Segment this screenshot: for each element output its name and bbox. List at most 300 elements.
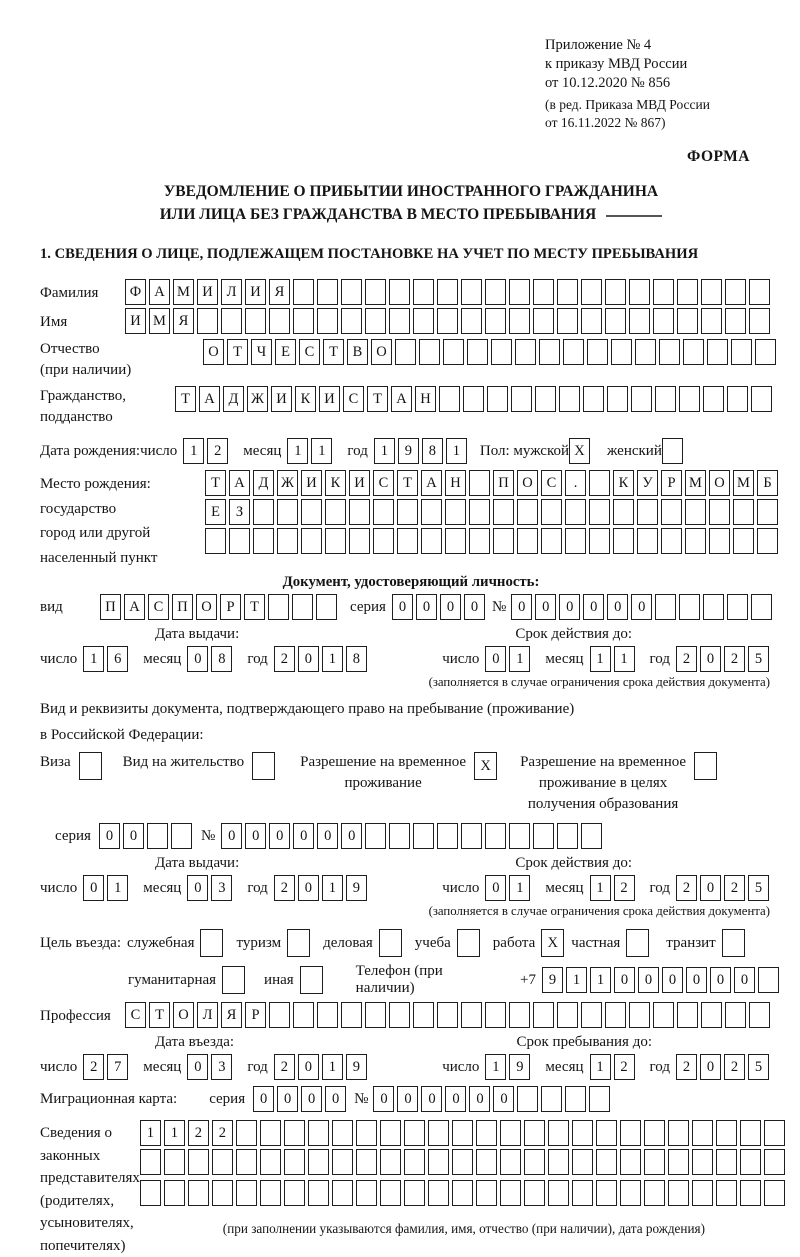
form-cell: С [541, 470, 562, 496]
form-cell: Т [227, 339, 248, 365]
form-cell: 1 [614, 646, 635, 672]
form-cell [147, 823, 168, 849]
identity-kind-cells [100, 594, 340, 620]
name-cells [125, 308, 773, 334]
form-cell: 0 [559, 594, 580, 620]
form-cell: 0 [638, 967, 659, 993]
form-cell [758, 967, 779, 993]
form-cell [644, 1120, 665, 1146]
form-cell: 1 [590, 967, 611, 993]
purpose-tourism-label: туризм [236, 934, 282, 951]
form-cell: 0 [734, 967, 755, 993]
form-cell [389, 308, 410, 334]
form-cell [677, 279, 698, 305]
form-cell [605, 308, 626, 334]
form-cell [725, 308, 746, 334]
form-cell [380, 1180, 401, 1206]
surname-row [40, 279, 782, 305]
form-cell: Я [173, 308, 194, 334]
form-cell: Т [323, 339, 344, 365]
form-cell: 0 [485, 875, 506, 901]
form-cell [397, 499, 418, 525]
form-cell [365, 823, 386, 849]
form-cell: П [172, 594, 193, 620]
form-cell [694, 752, 717, 780]
form-cell: 0 [445, 1086, 466, 1112]
form-cell: 0 [700, 875, 721, 901]
form-cell [253, 528, 274, 554]
form-cell: 8 [422, 438, 443, 464]
form-cell [509, 279, 530, 305]
form-cell [572, 1120, 593, 1146]
expiry-date-label: Срок действия до: [515, 855, 632, 871]
year-label: год [247, 879, 268, 896]
annex-line: к приказу МВД России [545, 56, 688, 72]
form-cell [452, 1149, 473, 1175]
form-cell [565, 1086, 586, 1112]
form-cell [389, 823, 410, 849]
purpose-business-checkbox [379, 929, 405, 957]
form-cell [692, 1149, 713, 1175]
number-label: № [491, 598, 507, 615]
form-cell: 0 [245, 823, 266, 849]
form-cell: 0 [469, 1086, 490, 1112]
annex-line: от 10.12.2020 № 856 [545, 75, 671, 91]
form-cell: 0 [493, 1086, 514, 1112]
form-cell: 0 [485, 646, 506, 672]
form-cell [637, 499, 658, 525]
birth-place-cells-row2 [205, 499, 781, 525]
form-cell: Н [415, 386, 436, 412]
form-cell [373, 499, 394, 525]
form-cell: Р [220, 594, 241, 620]
form-cell [164, 1149, 185, 1175]
form-cell [668, 1120, 689, 1146]
form-cell [341, 279, 362, 305]
residence-expiry-month [590, 875, 638, 901]
form-cell: Н [445, 470, 466, 496]
migration-series-cells [253, 1086, 349, 1112]
form-cell: 1 [374, 438, 395, 464]
form-cell [653, 308, 674, 334]
form-cell [445, 528, 466, 554]
form-cell [476, 1120, 497, 1146]
representatives-note: (при заполнении указываются фамилия, имя, отчество (при наличии), дата рождения) [222, 1221, 705, 1236]
residence-date-headers [40, 855, 782, 872]
identity-kind-label: вид [40, 598, 63, 615]
profession-label: Профессия [40, 1008, 111, 1024]
form-cell: Л [221, 279, 242, 305]
form-cell [596, 1180, 617, 1206]
representatives-cells-row2 [140, 1149, 788, 1175]
citizenship-row [40, 384, 782, 428]
identity-number-cells [511, 594, 775, 620]
form-cell: 0 [392, 594, 413, 620]
form-cell: 0 [187, 875, 208, 901]
form-cell [709, 528, 730, 554]
stay-day [485, 1054, 533, 1080]
form-cell [469, 499, 490, 525]
form-cell [236, 1180, 257, 1206]
birth-place-cells-row3 [205, 528, 781, 554]
form-cell: 1 [107, 875, 128, 901]
form-cell [476, 1180, 497, 1206]
representatives-cells-row1 [140, 1120, 788, 1146]
form-cell [332, 1180, 353, 1206]
form-cell [517, 1086, 538, 1112]
form-cell: И [319, 386, 340, 412]
form-cell [428, 1120, 449, 1146]
form-cell: 6 [107, 646, 128, 672]
form-cell: К [613, 470, 634, 496]
day-label: число [40, 879, 78, 896]
entry-date-headers [40, 1034, 782, 1051]
form-cell: 1 [322, 646, 343, 672]
form-cell [413, 1002, 434, 1028]
form-cell [356, 1120, 377, 1146]
residence-expiry-day [485, 875, 533, 901]
form-cell: М [685, 470, 706, 496]
form-cell: 1 [566, 967, 587, 993]
form-cell [685, 528, 706, 554]
form-cell [452, 1120, 473, 1146]
form-cell [245, 308, 266, 334]
patronymic-row [40, 337, 782, 381]
phone-prefix: +7 [520, 971, 536, 988]
form-cell: А [229, 470, 250, 496]
form-cell: 5 [748, 875, 769, 901]
form-cell: Л [197, 1002, 218, 1028]
form-cell [140, 1180, 161, 1206]
form-cell: 2 [724, 646, 745, 672]
form-cell: 3 [211, 875, 232, 901]
form-cell [722, 929, 745, 957]
form-cell: 0 [83, 875, 104, 901]
form-cell [413, 279, 434, 305]
form-cell: П [493, 470, 514, 496]
form-cell: 0 [710, 967, 731, 993]
birth-date-row [40, 438, 782, 464]
form-cell [308, 1180, 329, 1206]
form-cell [437, 823, 458, 849]
form-cell [349, 528, 370, 554]
form-cell [677, 1002, 698, 1028]
form-cell: И [245, 279, 266, 305]
number-label: № [200, 827, 216, 844]
form-cell: У [637, 470, 658, 496]
form-cell: X [569, 438, 590, 464]
birth-place-row [40, 470, 782, 570]
form-cell: 1 [322, 875, 343, 901]
form-cell [252, 752, 275, 780]
entry-date-label: Дата въезда: [155, 1034, 235, 1050]
representatives-cells-row3 [140, 1180, 788, 1206]
form-cell [637, 528, 658, 554]
form-title-line1: УВЕДОМЛЕНИЕ О ПРИБЫТИИ ИНОСТРАННОГО ГРАЖДАНИНА [163, 183, 659, 200]
form-cell: 0 [397, 1086, 418, 1112]
form-cell [260, 1149, 281, 1175]
form-cell: 7 [107, 1054, 128, 1080]
form-cell [287, 929, 310, 957]
form-cell: Т [205, 470, 226, 496]
form-cell: 1 [590, 875, 611, 901]
patronymic-label: Отчество (при наличии) [40, 341, 132, 378]
section1-heading: 1. СВЕДЕНИЯ О ЛИЦЕ, ПОДЛЕЖАЩЕМ ПОСТАНОВКЕ НА УЧЕТ ПО МЕСТУ ПРЕБЫВАНИЯ [40, 246, 699, 262]
form-cell [293, 308, 314, 334]
form-cell [683, 339, 704, 365]
form-cell: 1 [311, 438, 332, 464]
form-cell [764, 1180, 785, 1206]
form-cell [404, 1120, 425, 1146]
series-label: серия [350, 598, 386, 615]
purpose-transit-label: транзит [666, 934, 716, 951]
form-cell [725, 279, 746, 305]
form-cell [733, 528, 754, 554]
form-cell [268, 594, 289, 620]
residence-intro-line2: в Российской Федерации: [40, 727, 204, 743]
purpose-other-checkbox [300, 966, 326, 994]
form-cell [325, 499, 346, 525]
form-cell [701, 1002, 722, 1028]
form-cell [200, 929, 223, 957]
citizenship-label: Гражданство, подданство [40, 388, 127, 425]
residence-number-cells [221, 823, 605, 849]
residence-expiry-year [676, 875, 772, 901]
form-cell: 0 [99, 823, 120, 849]
form-cell: 0 [301, 1086, 322, 1112]
form-cell [469, 528, 490, 554]
form-cell [764, 1149, 785, 1175]
entry-year [274, 1054, 370, 1080]
form-cell: 0 [686, 967, 707, 993]
purpose-business-label: деловая [323, 934, 373, 951]
day-label: число [40, 650, 78, 667]
form-cell: 0 [293, 823, 314, 849]
form-cell [236, 1149, 257, 1175]
form-cell [284, 1149, 305, 1175]
form-cell [380, 1149, 401, 1175]
form-cell: 1 [590, 646, 611, 672]
form-cell: 1 [446, 438, 467, 464]
form-cell: 2 [724, 875, 745, 901]
form-cell [277, 528, 298, 554]
form-cell: 2 [212, 1120, 233, 1146]
form-cell [487, 386, 508, 412]
issue-date-label: Дата выдачи: [155, 626, 240, 642]
form-cell: З [229, 499, 250, 525]
form-cell [79, 752, 102, 780]
form-cell: 0 [298, 875, 319, 901]
form-cell: 2 [676, 646, 697, 672]
birth-date-label: Дата рождения: [40, 442, 141, 459]
form-cell [668, 1180, 689, 1206]
form-cell: 0 [607, 594, 628, 620]
citizenship-cells [175, 386, 775, 412]
form-cell [437, 1002, 458, 1028]
form-cell [212, 1149, 233, 1175]
form-cell [349, 499, 370, 525]
form-cell: И [271, 386, 292, 412]
form-cell: 1 [590, 1054, 611, 1080]
form-cell [629, 1002, 650, 1028]
form-cell: Т [244, 594, 265, 620]
form-cell [509, 308, 530, 334]
form-cell: 9 [509, 1054, 530, 1080]
form-cell [613, 528, 634, 554]
form-cell [341, 1002, 362, 1028]
form-cell [755, 339, 776, 365]
identity-issue-month [187, 646, 235, 672]
form-cell: 5 [748, 646, 769, 672]
form-cell [229, 528, 250, 554]
form-cell: А [421, 470, 442, 496]
form-cell: С [343, 386, 364, 412]
form-cell: И [197, 279, 218, 305]
form-cell [631, 386, 652, 412]
form-cell: М [149, 308, 170, 334]
form-cell: С [299, 339, 320, 365]
form-cell [395, 339, 416, 365]
form-cell: 2 [676, 1054, 697, 1080]
form-cell [379, 929, 402, 957]
form-cell: 2 [274, 875, 295, 901]
form-cell: 0 [269, 823, 290, 849]
form-cell [485, 308, 506, 334]
temporary-residence-checkbox [474, 752, 500, 780]
form-cell: 1 [322, 1054, 343, 1080]
form-cell: 0 [614, 967, 635, 993]
form-cell [421, 499, 442, 525]
form-cell: 2 [83, 1054, 104, 1080]
year-label: год [649, 1058, 670, 1075]
day-label: число [40, 1058, 78, 1075]
residence-intro-line1: Вид и реквизиты документа, подтверждающего право на пребывание (проживание) [40, 701, 575, 717]
purpose-humanitarian-label: гуманитарная [128, 971, 217, 988]
form-cell [749, 1002, 770, 1028]
form-cell: 1 [140, 1120, 161, 1146]
form-cell [589, 499, 610, 525]
form-cell [629, 279, 650, 305]
residence-issue-day [83, 875, 131, 901]
form-cell [308, 1120, 329, 1146]
form-cell [644, 1149, 665, 1175]
profession-cells [125, 1002, 773, 1028]
form-cell: Б [757, 470, 778, 496]
form-cell [140, 1149, 161, 1175]
form-cell [727, 594, 748, 620]
form-cell [731, 339, 752, 365]
form-cell [485, 1002, 506, 1028]
form-cell [565, 528, 586, 554]
form-cell: К [325, 470, 346, 496]
form-cell [572, 1149, 593, 1175]
form-cell [749, 308, 770, 334]
form-cell [668, 1149, 689, 1175]
form-cell [533, 308, 554, 334]
form-cell [725, 1002, 746, 1028]
visa-checkbox [79, 752, 105, 780]
form-cell: И [125, 308, 146, 334]
form-cell [445, 499, 466, 525]
series-label: серия [55, 827, 91, 844]
form-cell: 9 [398, 438, 419, 464]
form-cell [703, 386, 724, 412]
form-cell [679, 594, 700, 620]
form-cell [740, 1120, 761, 1146]
sex-female-label: женский [607, 442, 662, 459]
form-cell [535, 386, 556, 412]
day-label: число [442, 879, 480, 896]
form-cell [511, 386, 532, 412]
form-cell [557, 1002, 578, 1028]
form-cell: Ж [247, 386, 268, 412]
form-cell: 2 [274, 646, 295, 672]
series-label: серия [209, 1090, 246, 1107]
purpose-humanitarian-checkbox [222, 966, 248, 994]
form-cell: 0 [298, 1054, 319, 1080]
form-cell [485, 823, 506, 849]
form-cell: Е [205, 499, 226, 525]
form-cell [197, 308, 218, 334]
form-cell [620, 1120, 641, 1146]
form-cell [317, 1002, 338, 1028]
identity-expiry-note: (заполняется в случае ограничения срока действия документа) [428, 675, 770, 689]
form-cell [751, 386, 772, 412]
form-cell: 0 [421, 1086, 442, 1112]
identity-issue-year [274, 646, 370, 672]
form-cell [293, 1002, 314, 1028]
form-cell [421, 528, 442, 554]
identity-series-cells [392, 594, 488, 620]
day-label: число [140, 442, 178, 459]
stay-until-group [442, 1054, 772, 1080]
form-cell [461, 823, 482, 849]
form-cell: Т [149, 1002, 170, 1028]
month-label: месяц [545, 1058, 584, 1075]
expiry-date-label: Срок действия до: [515, 626, 632, 642]
form-cell [620, 1180, 641, 1206]
form-cell [485, 279, 506, 305]
form-cell: 0 [700, 1054, 721, 1080]
migration-number-cells [373, 1086, 613, 1112]
issue-date-label: Дата выдачи: [155, 855, 240, 871]
form-cell [188, 1149, 209, 1175]
stay-year [676, 1054, 772, 1080]
month-label: месяц [243, 442, 282, 459]
identity-doc-heading: Документ, удостоверяющий личность: [282, 574, 540, 590]
residence-permit-checkbox [252, 752, 278, 780]
form-cell [413, 308, 434, 334]
form-cell [644, 1180, 665, 1206]
form-cell: И [301, 470, 322, 496]
form-cell [380, 1120, 401, 1146]
residence-expiry-group [442, 875, 772, 901]
option-temporary-residence: Разрешение на временное проживание X [300, 752, 500, 794]
form-cell [563, 339, 584, 365]
form-cell [292, 594, 313, 620]
form-cell [653, 279, 674, 305]
form-cell [533, 279, 554, 305]
form-cell [517, 528, 538, 554]
form-cell [222, 966, 245, 994]
birth-month-cells [287, 438, 335, 464]
form-cell: И [349, 470, 370, 496]
residence-issue-group [40, 875, 370, 901]
form-cell: С [373, 470, 394, 496]
form-cell: Я [221, 1002, 242, 1028]
form-cell: А [391, 386, 412, 412]
entry-month [187, 1054, 235, 1080]
